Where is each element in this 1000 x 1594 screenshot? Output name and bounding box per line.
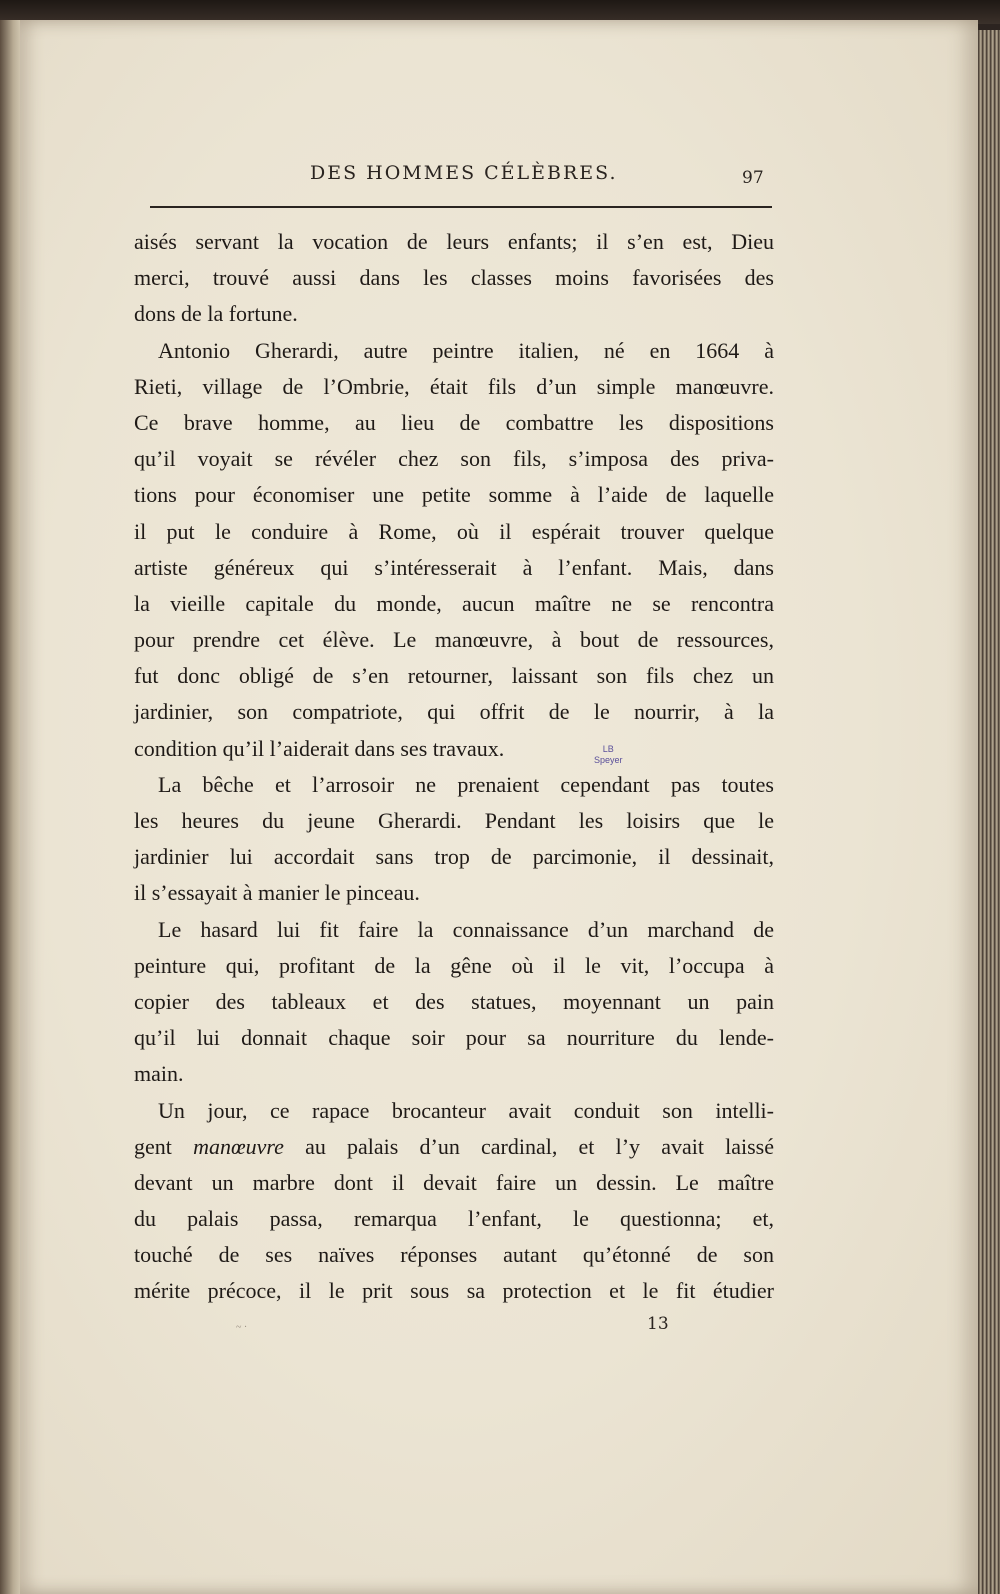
stamp-line: LB — [602, 744, 614, 754]
text-line: les heures du jeune Gherardi. Pendant les loisirs que le — [134, 808, 774, 833]
text-line: la vieille capitale du monde, aucun maître ne se rencontra — [134, 590, 774, 616]
text-line: qu’il voyait se révéler chez son fils, s’imposa des priva- — [134, 446, 774, 472]
text-line: dons de la fortune. — [134, 301, 298, 327]
text-line: main. — [134, 1061, 184, 1087]
page-stack-edge — [978, 30, 1000, 1594]
text-line: peinture qui, profitant de la gêne où il le vit, l’occupa à — [134, 952, 774, 978]
text-line: mérite précoce, il le prit sous sa protection et le fit étudier — [134, 1278, 774, 1304]
header-rule — [150, 206, 772, 208]
text-line: fut donc obligé de s’en retourner, laissant son fils chez un — [134, 663, 774, 689]
page-number: 97 — [742, 168, 764, 188]
text-run: au palais d’un cardinal, et l’y avait laissé — [283, 1133, 774, 1159]
stamp-line: Speyer — [594, 755, 623, 765]
ink-blemish: ~ · — [236, 1322, 248, 1333]
text-line: pour prendre cet élève. Le manœuvre, à bout de ressources, — [134, 627, 774, 653]
text-line: aisés servant la vocation de leurs enfants; il s’en est, Dieu — [134, 229, 774, 254]
text-line: il put le conduire à Rome, où il espérait trouver quelque — [134, 518, 774, 544]
text-line: artiste généreux qui s’intéresserait à l’enfant. Mais, dans — [134, 554, 774, 580]
text-line: Antonio Gherardi, autre peintre italien, né en 1664 à — [158, 337, 774, 363]
running-title: DES HOMMES CÉLÈBRES. — [310, 162, 618, 184]
italic-word: manœuvre — [193, 1133, 284, 1159]
text-line: qu’il lui donnait chaque soir pour sa nourriture du lende- — [134, 1025, 774, 1051]
text-line: Ce brave homme, au lieu de combattre les dispositions — [134, 409, 774, 435]
text-line: copier des tableaux et des statues, moyennant un pain — [134, 988, 774, 1014]
text-line — [134, 1129, 774, 1165]
text-line: jardinier, son compatriote, qui offrit de le nourrir, à la — [134, 699, 774, 725]
text-run: gent — [134, 1133, 194, 1159]
signature-mark: 13 — [647, 1314, 669, 1334]
text-line: tions pour économiser une petite somme à l’aide de laquelle — [134, 482, 774, 508]
text-line: du palais passa, remarqua l’enfant, le questionna; et, — [134, 1206, 774, 1232]
text-line: il s’essayait à manier le pinceau. — [134, 880, 420, 906]
text-line: touché de ses naïves réponses autant qu’étonné de son — [134, 1242, 774, 1268]
text-line: Rieti, village de l’Ombrie, était fils d’un simple manœuvre. — [134, 373, 774, 399]
text-line: La bêche et l’arrosoir ne prenaient cependant pas toutes — [158, 771, 774, 797]
body-text — [134, 224, 774, 1310]
text-line: condition qu’il l’aiderait dans ses travaux. — [134, 735, 505, 761]
library-stamp — [594, 744, 623, 766]
text-line: merci, trouvé aussi dans les classes moins favorisées des — [134, 265, 774, 291]
text-line: Le hasard lui fit faire la connaissance d’un marchand de — [158, 916, 774, 942]
text-line: jardinier lui accordait sans trop de parcimonie, il dessinait, — [134, 844, 774, 870]
text-line: devant un marbre dont il devait faire un dessin. Le maître — [134, 1169, 774, 1195]
running-head — [150, 158, 770, 198]
facing-page-edge — [0, 20, 22, 1594]
text-line: Un jour, ce rapace brocanteur avait conduit son intelli- — [158, 1097, 774, 1123]
